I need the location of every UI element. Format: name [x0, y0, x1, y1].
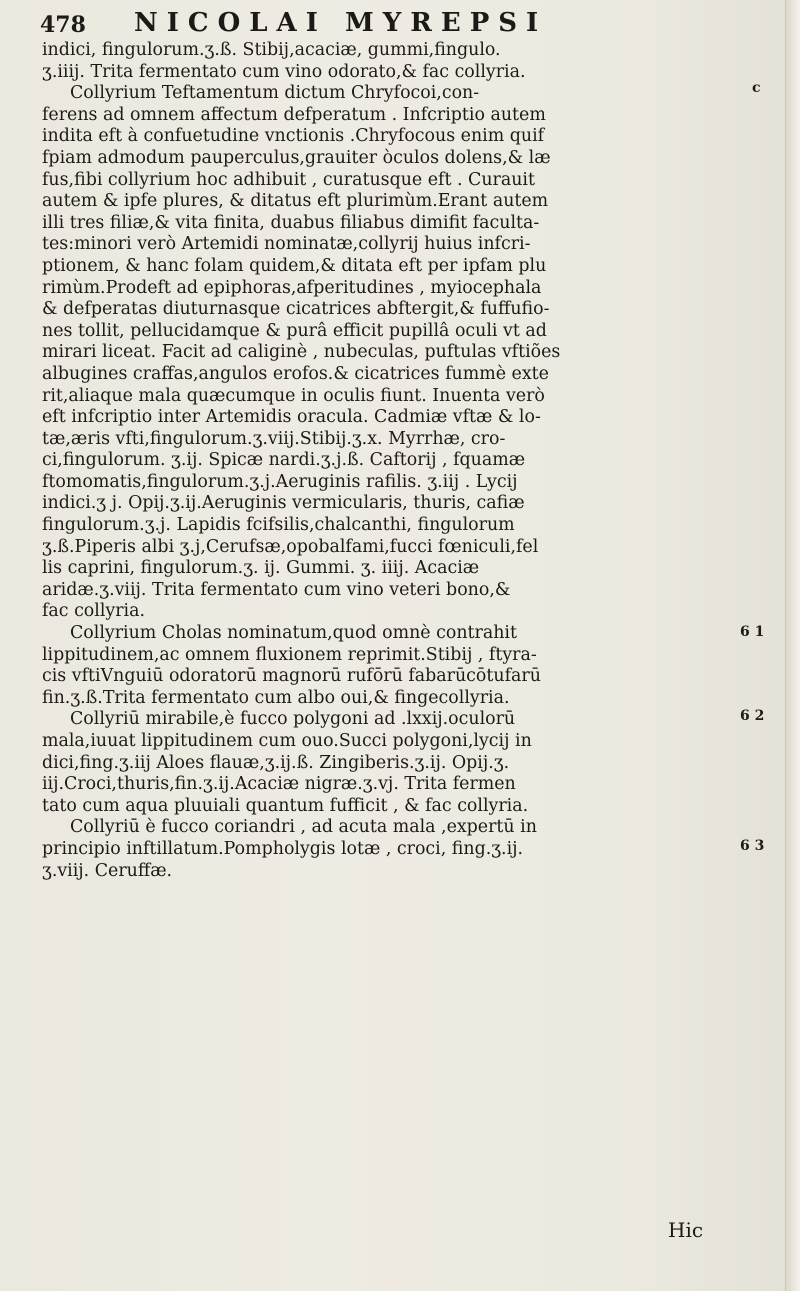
- text-line: fus,fibi collyrium hoc adhibuit , curatusque eft . Curauit: [42, 169, 535, 190]
- text-line: Collyriū mirabile,è fucco polygoni ad .lxxij.oculorū: [70, 709, 516, 730]
- text-line: & defperatas diuturnasque cicatrices abftergit,& fuffufio-: [42, 299, 550, 320]
- text-line: lippitudinem,ac omnem fluxionem reprimit.Stibij , ftyra-: [42, 644, 537, 665]
- margin-note: 6 1: [740, 624, 765, 640]
- text-line: ʒ.iiij. Trita fermentato cum vino odorato,& fac collyria.: [42, 61, 526, 82]
- text-line: fpiam admodum pauperculus,grauiter òculos dolens,& læ: [42, 147, 551, 168]
- text-line: lis caprini, fingulorum.ʒ. ij. Gummi. ʒ. iiij. Acaciæ: [42, 558, 480, 579]
- running-head: NICOLAI MYREPSI: [134, 8, 548, 38]
- text-line: fac collyria.: [42, 601, 146, 622]
- text-line: ferens ad omnem affectum defperatum . Infcriptio autem: [42, 104, 546, 125]
- text-line: indici, fingulorum.ʒ.ß. Stibij,acaciæ, gummi,fingulo.: [42, 40, 501, 60]
- text-line: rimùm.Prodeft ad epiphoras,afperitudines , myiocephala: [42, 277, 542, 298]
- text-line: ci,fingulorum. ʒ.ij. Spicæ nardi.ʒ.j.ß. Caftorij , fquamæ: [42, 450, 526, 471]
- text-line: albugines craffas,angulos erofos.& cicatrices fummè exte: [42, 363, 549, 384]
- text-line: indita eft à confuetudine vnctionis .Chryfocous enim quif: [42, 126, 545, 147]
- text-line: nes tollit, pellucidamque & purâ efficit pupillâ oculi vt ad: [42, 320, 547, 341]
- text-line: mala,iuuat lippitudinem cum ouo.Succi polygoni,lycij in: [42, 731, 532, 751]
- text-line: iij.Croci,thuris,fin.ʒ.ij.Acaciæ nigræ.ʒ.vj. Trita fermen: [42, 774, 516, 795]
- text-line: autem & ipfe plures, & ditatus eft plurimùm.Erant autem: [42, 191, 549, 212]
- body-text: [42, 40, 742, 882]
- margin-note: 6 3: [740, 838, 765, 854]
- text-line: tes:minori verò Artemidi nominatæ,collyrij huius infcri-: [42, 234, 531, 255]
- margin-note: c: [752, 80, 761, 96]
- text-line: tæ,æris vfti,fingulorum.ʒ.viij.Stibij.ʒ.x. Myrrhæ, cro-: [42, 428, 506, 449]
- text-line: aridæ.ʒ.viij. Trita fermentato cum vino veteri bono,&: [42, 579, 511, 600]
- page-number: 478: [40, 12, 86, 38]
- text-line: eft infcriptio inter Artemidis oracula. Cadmiæ vftæ & lo-: [42, 407, 541, 428]
- text-line: ʒ.viij. Ceruffæ.: [42, 860, 173, 881]
- text-line: illi tres filiæ,& vita finita, duabus filiabus dimifit faculta-: [42, 212, 540, 233]
- text-line: Collyrium Cholas nominatum,quod omnè contrahit: [70, 623, 517, 644]
- text-line: tato cum aqua pluuiali quantum fufficit , & fac collyria.: [42, 795, 529, 816]
- margin-note: 6 2: [740, 708, 765, 724]
- text-line: mirari liceat. Facit ad caliginè , nubeculas, puftulas vftiões: [42, 342, 561, 363]
- text-line: rit,aliaque mala quæcumque in oculis fiunt. Inuenta verò: [42, 385, 545, 406]
- text-line: ptionem, & hanc folam quidem,& ditata eft per ipfam plu: [42, 255, 547, 276]
- text-line: ftomomatis,fingulorum.ʒ.j.Aeruginis rafilis. ʒ.iij . Lycij: [42, 471, 518, 492]
- text-line: Collyrium Teftamentum dictum Chryfocoi,con-: [70, 83, 480, 104]
- text-line: fin.ʒ.ß.Trita fermentato cum albo oui,& fingecollyria.: [42, 687, 510, 708]
- text-line: Collyriū è fucco coriandri , ad acuta mala ,expertū in: [70, 817, 537, 838]
- text-line: principio inftillatum.Pompholygis lotæ , croci, fing.ʒ.ij.: [42, 838, 524, 859]
- text-line: indici.ʒ j. Opij.ʒ.ij.Aeruginis vermicularis, thuris, cafiæ: [42, 493, 525, 514]
- page-edge: [785, 0, 800, 1291]
- page-header: [40, 8, 760, 38]
- text-line: cis vftiVnguiū odoratorū magnorū rufōrū fabarūcōtufarū: [42, 666, 541, 687]
- text-line: fingulorum.ʒ.j. Lapidis fcifsilis,chalcanthi, fingulorum: [42, 515, 515, 536]
- catchword: Hic: [668, 1218, 704, 1242]
- text-line: ʒ.ß.Piperis albi ʒ.j,Cerufsæ,opobalfami,fucci fœniculi,fel: [42, 536, 539, 557]
- text-line: dici,fing.ʒ.iij Aloes flauæ,ʒ.ij.ß. Zingiberis.ʒ.ij. Opij.ʒ.: [42, 752, 510, 773]
